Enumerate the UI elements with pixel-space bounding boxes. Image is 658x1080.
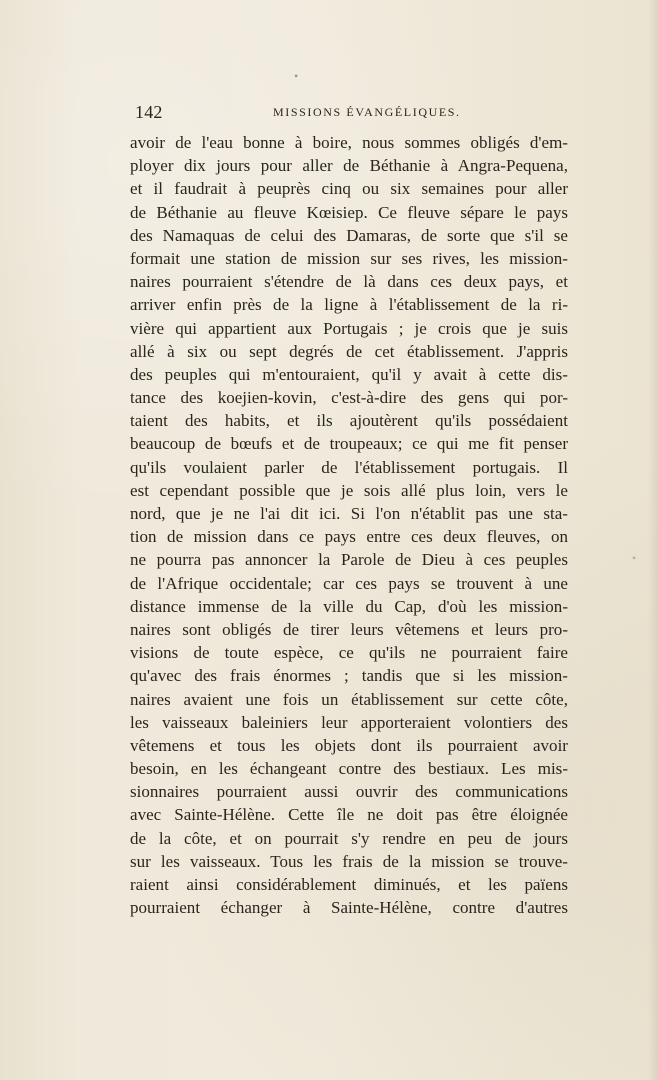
text-line: visions de toute espèce, ce qu'ils ne pourraient faire bbox=[130, 643, 568, 663]
page-edge-shadow bbox=[648, 0, 658, 1080]
text-line: sur les vaisseaux. Tous les frais de la mission se trouve- bbox=[130, 851, 568, 871]
text-line: est cependant possible que je sois allé plus loin, vers le bbox=[130, 480, 568, 500]
text-line: avoir de l'eau bonne à boire, nous sommes obligés d'em- bbox=[130, 133, 568, 152]
page-header bbox=[135, 101, 567, 123]
ink-speck-top: • bbox=[294, 69, 299, 83]
text-line: naires pourraient s'étendre de là dans ces deux pays, et bbox=[130, 272, 568, 292]
text-line: naires sont obligés de tirer leurs vêtemens et leurs pro- bbox=[130, 619, 568, 639]
text-line: tion de mission dans ce pays entre ces deux fleuves, on bbox=[130, 527, 568, 547]
text-line: naires avaient une fois un établissement sur cette côte, bbox=[130, 689, 568, 709]
text-line: sionnaires pourraient aussi ouvrir des communications bbox=[130, 782, 568, 802]
text-line: des Namaquas de celui des Damaras, de sorte que s'il se bbox=[130, 225, 568, 245]
text-line: pourraient échanger à Sainte-Hélène, contre d'autres bbox=[130, 898, 568, 918]
page-number: 142 bbox=[135, 102, 163, 122]
text-line: de la côte, et on pourrait s'y rendre en peu de jours bbox=[130, 828, 568, 848]
text-line: ne pourra pas annoncer la Parole de Dieu à ces peuples bbox=[130, 550, 568, 570]
text-line: ployer dix jours pour aller de Béthanie à Angra-Pequena, bbox=[130, 156, 568, 176]
running-title: MISSIONS ÉVANGÉLIQUES. bbox=[273, 105, 461, 119]
text-line: et il faudrait à peuprès cinq ou six semaines pour aller bbox=[130, 179, 568, 199]
text-line: de l'Afrique occidentale; car ces pays se trouvent à une bbox=[130, 573, 568, 593]
body-text bbox=[130, 131, 568, 919]
text-line: qu'ils voulaient parler de l'établissement portugais. Il bbox=[130, 457, 568, 477]
ink-speck-right: • bbox=[632, 551, 637, 565]
text-line: de Béthanie au fleuve Kœisiep. Ce fleuve sépare le pays bbox=[130, 202, 568, 222]
text-line: raient ainsi considérablement diminués, et les païens bbox=[130, 875, 568, 894]
text-line: les vaisseaux baleiniers leur apporteraient volontiers des bbox=[130, 712, 568, 732]
text-line: nord, que je ne l'ai dit ici. Si l'on n'établit pas une sta- bbox=[130, 504, 568, 523]
text-line: qu'avec des frais énormes ; tandis que si les mission- bbox=[130, 666, 568, 686]
text-line: taient des habits, et ils ajoutèrent qu'ils possédaient bbox=[130, 411, 568, 431]
text-line: des peuples qui m'entouraient, qu'il y avait à cette dis- bbox=[130, 364, 568, 384]
text-line: avec Sainte-Hélène. Cette île ne doit pas être éloignée bbox=[130, 805, 568, 825]
text-line: formait une station de mission sur ses rives, les mission- bbox=[130, 248, 568, 268]
text-line: vière qui appartient aux Portugais ; je crois que je suis bbox=[130, 318, 568, 338]
text-line: beaucoup de bœufs et de troupeaux; ce qui me fit penser bbox=[130, 434, 568, 454]
text-line: tance des koejien-kovin, c'est-à-dire des gens qui por- bbox=[130, 388, 568, 408]
text-line: allé à six ou sept degrés de cet établissement. J'appris bbox=[130, 341, 568, 361]
text-line: arriver enfin près de la ligne à l'établissement de la ri- bbox=[130, 295, 568, 315]
text-line: distance immense de la ville du Cap, d'où les mission- bbox=[130, 596, 568, 616]
text-line: besoin, en les échangeant contre des bestiaux. Les mis- bbox=[130, 759, 568, 779]
text-line: vêtemens et tous les objets dont ils pourraient avoir bbox=[130, 735, 568, 755]
